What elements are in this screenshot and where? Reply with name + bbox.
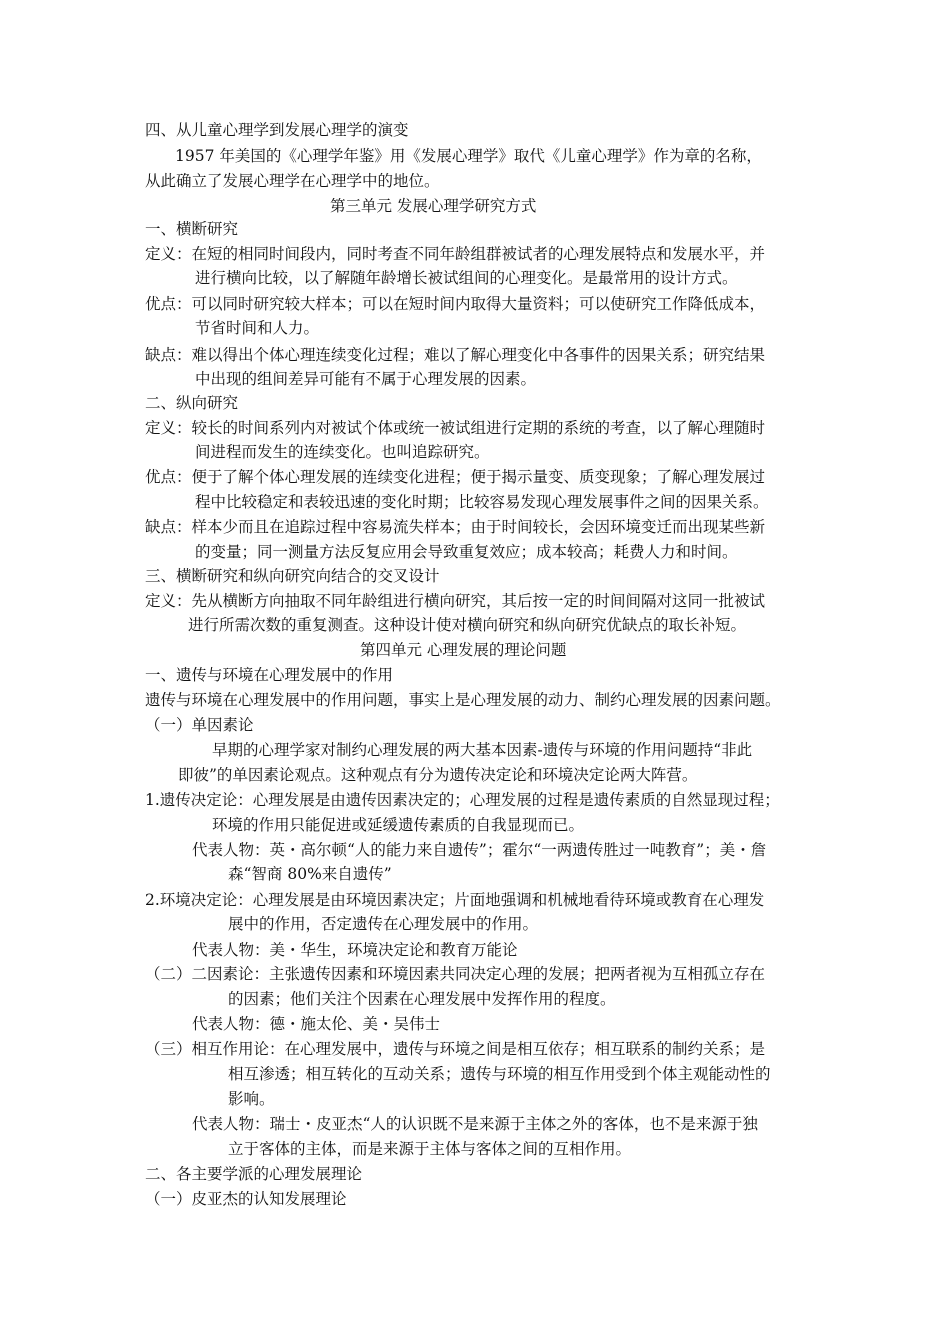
representative-line: 代表人物：德・施太伦、美・吴伟士 bbox=[192, 1015, 441, 1033]
paragraph-line: 即彼”的单因素论观点。这种观点有分为遗传决定论和环境决定论两大阵营。 bbox=[178, 766, 698, 784]
paragraph-line: 早期的心理学家对制约心理发展的两大基本因素-遗传与环境的作用问题持“非此 bbox=[212, 741, 753, 759]
advantage-line: 优点：可以同时研究较大样本；可以在短时间内取得大量资料；可以使研究工作降低成本， bbox=[145, 295, 766, 313]
definition-line: 间进程而发生的连续变化。也叫追踪研究。 bbox=[195, 443, 490, 461]
list-item-environment: 2.环境决定论：心理发展是由环境因素决定；片面地强调和机械地看待环境或教育在心理发 bbox=[145, 891, 765, 909]
disadvantage-line: 的变量；同一测量方法反复应用会导致重复效应；成本较高；耗费人力和时间。 bbox=[195, 543, 738, 561]
paragraph-line: 影响。 bbox=[228, 1090, 275, 1108]
heading-cross-sectional: 一、横断研究 bbox=[145, 220, 239, 238]
definition-line: 定义：先从横断方向抽取不同年龄组进行横向研究，其后按一定的时间间隔对这同一批被试 bbox=[145, 592, 766, 610]
paragraph-line: 的因素；他们关注个因素在心理发展中发挥作用的程度。 bbox=[228, 990, 616, 1008]
heading-longitudinal: 二、纵向研究 bbox=[145, 394, 239, 412]
disadvantage-line: 缺点：难以得出个体心理连续变化过程；难以了解心理变化中各事件的因果关系；研究结果 bbox=[145, 346, 766, 364]
heading-cross-design: 三、横断研究和纵向研究向结合的交叉设计 bbox=[145, 567, 440, 585]
advantage-line: 程中比较稳定和表较迅速的变化时期；比较容易发现心理发展事件之间的因果关系。 bbox=[195, 493, 769, 511]
subheading-interaction: （三）相互作用论：在心理发展中，遗传与环境之间是相互依存；相互联系的制约关系；是 bbox=[145, 1040, 766, 1058]
advantage-line: 优点：便于了解个体心理发展的连续变化进程；便于揭示量变、质变现象；了解心理发展过 bbox=[145, 468, 766, 486]
subheading-two-factor: （二）二因素论：主张遗传因素和环境因素共同决定心理的发展；把两者视为互相孤立存在 bbox=[145, 965, 766, 983]
paragraph-line: 遗传与环境在心理发展中的作用问题，事实上是心理发展的动力、制约心理发展的因素问题。 bbox=[145, 691, 781, 709]
heading-major-schools: 二、各主要学派的心理发展理论 bbox=[145, 1165, 363, 1183]
definition-line: 进行所需次数的重复测查。这种设计使对横向研究和纵向研究优缺点的取长补短。 bbox=[188, 616, 747, 634]
representative-line: 代表人物：英・高尔顿“人的能力来自遗传”；霍尔“一两遗传胜过一吨教育”；美・詹 bbox=[192, 841, 767, 859]
subheading-piaget: （一）皮亚杰的认知发展理论 bbox=[145, 1190, 347, 1208]
definition-line: 定义：在短的相同时间段内，同时考查不同年龄组群被试者的心理发展特点和发展水平，并 bbox=[145, 245, 766, 263]
representative-line: 立于客体的主体，而是来源于主体与客体之间的互相作用。 bbox=[228, 1140, 632, 1158]
paragraph-line: 1957 年美国的《心理学年鉴》用《发展心理学》取代《儿童心理学》作为章的名称， bbox=[175, 147, 762, 165]
definition-line: 定义：较长的时间系列内对被试个体或统一被试组进行定期的系统的考查，以了解心理随时 bbox=[145, 419, 766, 437]
list-item-environment: 展中的作用，否定遗传在心理发展中的作用。 bbox=[228, 915, 539, 933]
list-item-heredity: 1.遗传决定论：心理发展是由遗传因素决定的；心理发展的过程是遗传素质的自然显现过程； bbox=[145, 791, 780, 809]
heading-section-4: 四、从儿童心理学到发展心理学的演变 bbox=[145, 121, 409, 139]
heading-heredity-environment: 一、遗传与环境在心理发展中的作用 bbox=[145, 666, 394, 684]
paragraph-line: 相互渗透；相互转化的互动关系；遗传与环境的相互作用受到个体主观能动性的 bbox=[228, 1065, 771, 1083]
representative-line: 代表人物：瑞士・皮亚杰“人的认识既不是来源于主体之外的客体，也不是来源于独 bbox=[192, 1115, 758, 1133]
representative-line: 代表人物：美・华生，环境决定论和教育万能论 bbox=[192, 941, 518, 959]
subheading-single-factor: （一）单因素论 bbox=[145, 716, 254, 734]
unit-title: 第四单元 心理发展的理论问题 bbox=[360, 641, 567, 659]
disadvantage-line: 中出现的组间差异可能有不属于心理发展的因素。 bbox=[195, 370, 537, 388]
paragraph-line: 从此确立了发展心理学在心理学中的地位。 bbox=[145, 172, 440, 190]
unit-title: 第三单元 发展心理学研究方式 bbox=[330, 197, 537, 215]
representative-line: 森“智商 80%来自遗传” bbox=[228, 865, 392, 883]
advantage-line: 节省时间和人力。 bbox=[195, 319, 320, 337]
disadvantage-line: 缺点：样本少而且在追踪过程中容易流失样本；由于时间较长，会因环境变迁而出现某些新 bbox=[145, 518, 766, 536]
list-item-heredity: 环境的作用只能促进或延缓遗传素质的自我显现而已。 bbox=[212, 816, 585, 834]
definition-line: 进行横向比较，以了解随年龄增长被试组间的心理变化。是最常用的设计方式。 bbox=[195, 269, 738, 287]
